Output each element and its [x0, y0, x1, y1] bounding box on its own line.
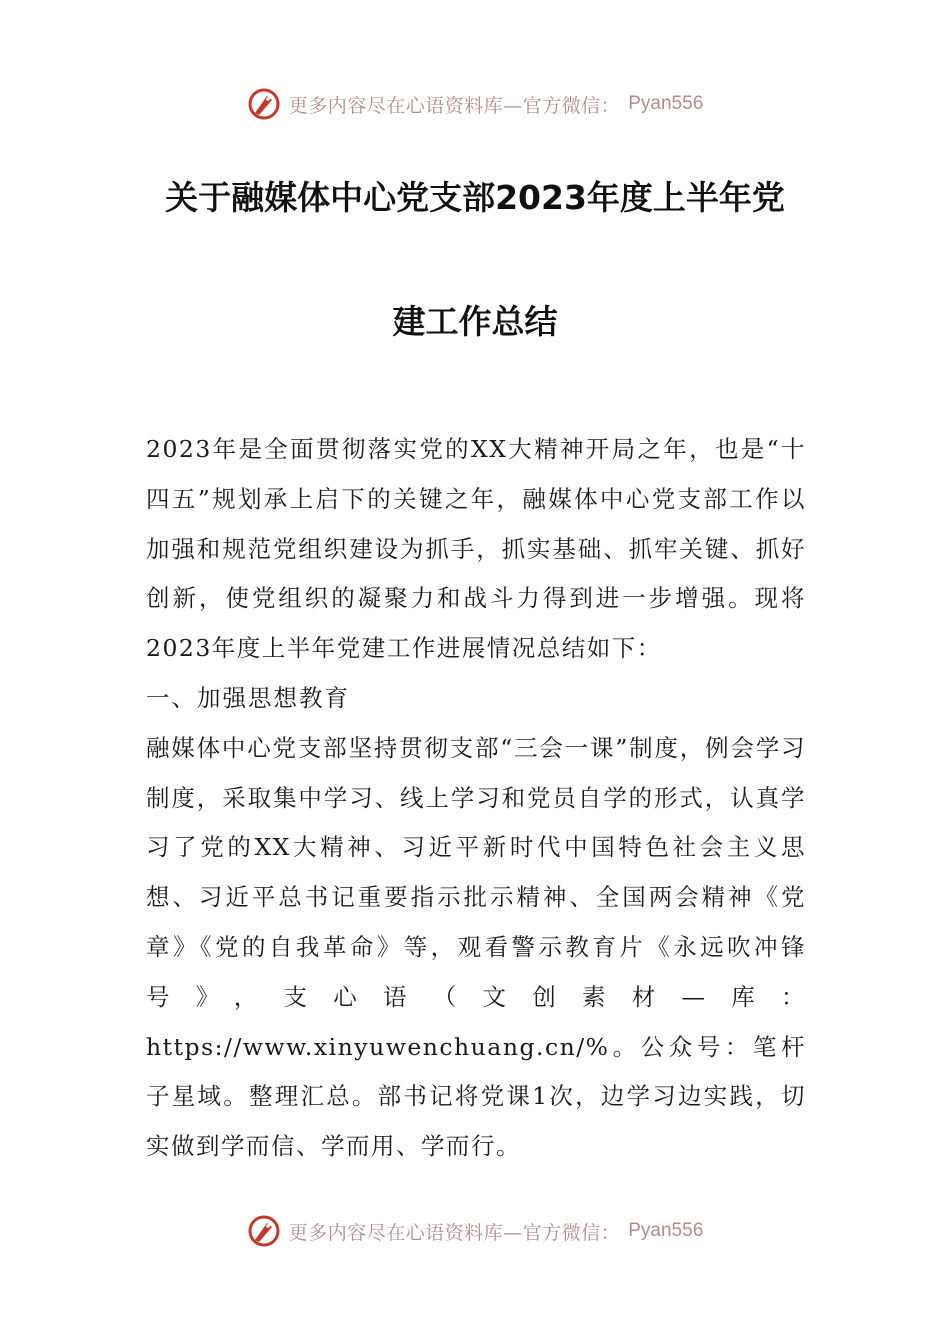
intro-paragraph: 2023年是全面贯彻落实党的XX大精神开局之年，也是“十四五”规划承上启下的关键之年，融媒体中心党支部工作以加强和规范党组织建设为抓手，抓实基础、抓牢关键、抓好创新，使党组织的凝聚力和战斗力得到进一步增强。现将2023年度上半年党建工作进展情况总结如下： — [146, 435, 806, 663]
section-heading: 一、加强思想教育 — [146, 683, 350, 712]
pen-nib-circle-icon — [247, 1214, 281, 1248]
document-title-line-2: 建工作总结 — [392, 302, 558, 341]
wechat-id: Pyan556 — [628, 93, 704, 114]
pen-nib-circle-icon — [247, 87, 281, 121]
footer-watermark-banner — [0, 1209, 950, 1253]
watermark-text: 更多内容尽在心语资料库—官方微信： — [288, 1221, 621, 1244]
body-paragraph: 融媒体中心党支部坚持贯彻支部“三会一课”制度，例会学习制度，采取集中学习、线上学习和党员自学的形式，认真学习了党的XX大精神、习近平新时代中国特色社会主义思想、习近平总书记重要指示批示精神、全国两会精神《党章》《党的自我革命》等，观看警示教育片《永远吹冲锋号》，支心语（文创素材—库：https://www.xinyuwenchuang.cn/%。公众号：笔杆子星域。整理汇总。部书记将党课1次，边学习边实践，切实做到学而信、学而用、学而行。 — [146, 733, 806, 1161]
document-body — [146, 425, 806, 1172]
watermark-text: 更多内容尽在心语资料库—官方微信： — [288, 94, 621, 117]
document-title-line-1: 关于融媒体中心党支部2023年度上半年党 — [165, 178, 785, 217]
header-watermark-banner — [0, 82, 950, 126]
wechat-id: Pyan556 — [628, 1220, 704, 1241]
